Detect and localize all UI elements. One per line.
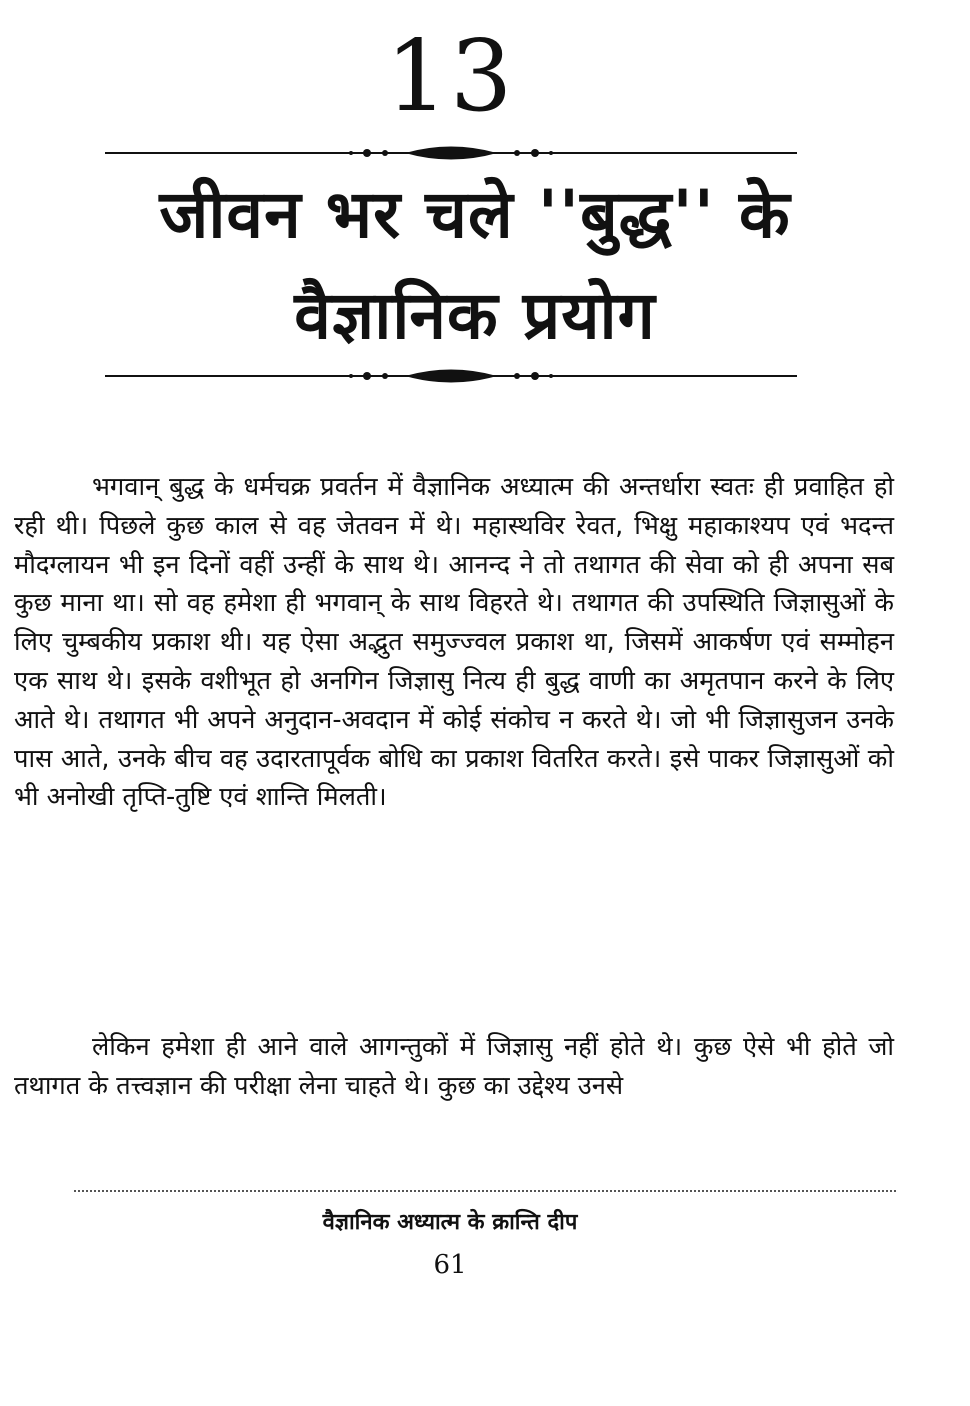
bottom-ornamental-divider-icon (105, 366, 797, 386)
footer-book-title: वैज्ञानिक अध्यात्म के क्रान्ति दीप (322, 1210, 578, 1235)
chapter-title-line-2: वैज्ञानिक प्रयोग (294, 277, 656, 354)
footer-dotted-divider (74, 1190, 896, 1192)
chapter-number: 13 (385, 20, 515, 134)
top-ornamental-divider-icon (105, 143, 797, 163)
body-paragraph-2-container (14, 1028, 894, 1106)
chapter-title-line-1: जीवन भर चले ''बुद्ध'' के (159, 176, 791, 253)
body-paragraph: भगवान् बुद्ध के धर्मचक्र प्रवर्तन में वैज्ञानिक अध्यात्म की अन्तर्धारा स्वतः ही प्रवाहित हो रही थी। पिछले कुछ काल से वह जेतवन में थे। महास्थविर रेवत, भिक्षु महाकाश्यप एवं भदन्त मौदग्लायन भी इन दिनों वहीं उन्हीं के साथ थे। आनन्द ने तो तथागत की सेवा को ही अपना सब कुछ माना था। सो वह हमेशा ही भगवान् के साथ विहरते थे। तथागत की उपस्थिति जिज्ञासुओं के लिए चुम्बकीय प्रकाश थी। यह ऐसा अद्भुत समुज्ज्वल प्रकाश था, जिसमें आकर्षण एवं सम्मोहन एक साथ थे। इसके वशीभूत हो अनगिन जिज्ञासु नित्य ही बुद्ध वाणी का अमृतपान करने के लिए आते थे। तथागत भी अपने अनुदान-अवदान में कोई संकोच न करते थे। जो भी जिज्ञासुजन उनके पास आते, उनके बीच वह उदारतापूर्वक बोधि का प्रकाश वितरित करते। इसे पाकर जिज्ञासुओं को भी अनोखी तृप्ति-तुष्टि एवं शान्ति मिलती। (14, 472, 894, 813)
page-number: 61 (433, 1250, 467, 1280)
body-paragraph: लेकिन हमेशा ही आने वाले आगन्तुकों में जिज्ञासु नहीं होते थे। कुछ ऐसे भी होते जो तथागत के तत्त्वज्ञान की परीक्षा लेना चाहते थे। कुछ का उद्देश्य उनसे (14, 1032, 894, 1101)
body-paragraph-1-container (14, 468, 894, 817)
